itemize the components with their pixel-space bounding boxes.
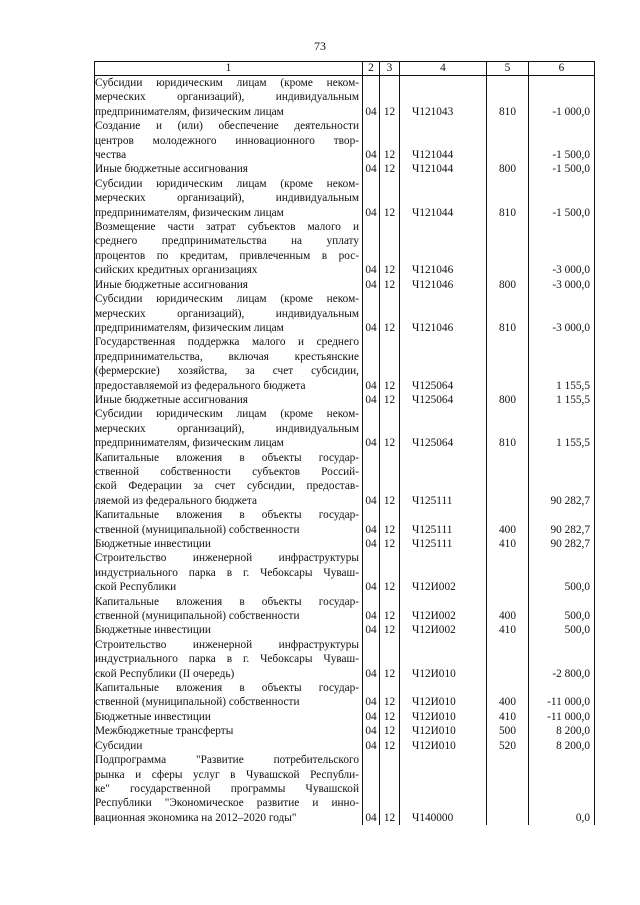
- table-row: [95, 623, 595, 637]
- cell-c6: -1 500,0: [529, 162, 595, 176]
- column-header: 6: [529, 62, 595, 76]
- cell-c4: Ч12И010: [400, 638, 487, 681]
- cell-c4: Ч121046: [400, 278, 487, 292]
- table-row: [95, 393, 595, 407]
- row-name-line: Строительство инженерной инфраструктуры: [95, 638, 359, 651]
- cell-c5: [487, 551, 529, 594]
- row-name-line: Капитальные вложения в объекты государ-: [95, 595, 359, 608]
- column-header: 4: [400, 62, 487, 76]
- table-row: [95, 595, 595, 624]
- row-name-cell: [95, 119, 363, 162]
- row-name-line: Республики "Экономическое развитие и инно-: [95, 797, 359, 810]
- table-row: [95, 739, 595, 753]
- row-name-line: индустриального парка в г. Чебоксары Чуваш-: [95, 566, 359, 579]
- row-name-cell: [95, 638, 363, 681]
- table-row: [95, 537, 595, 551]
- cell-c2: 04: [363, 76, 380, 120]
- row-name-line: предоставляемой из федерального бюджета: [95, 379, 306, 392]
- budget-table: [94, 61, 595, 825]
- row-name-cell: [95, 177, 363, 220]
- cell-c4: Ч12И002: [400, 551, 487, 594]
- cell-c2: 04: [363, 393, 380, 407]
- table-row: [95, 638, 595, 681]
- cell-c5: 800: [487, 393, 529, 407]
- cell-c3: 12: [380, 76, 400, 120]
- row-name-cell: [95, 551, 363, 594]
- cell-c2: 04: [363, 292, 380, 335]
- cell-c6: 500,0: [529, 623, 595, 637]
- cell-c6: 8 200,0: [529, 724, 595, 738]
- cell-c6: 90 282,7: [529, 537, 595, 551]
- cell-c5: [487, 220, 529, 278]
- row-name-cell: [95, 292, 363, 335]
- cell-c6: -3 000,0: [529, 220, 595, 278]
- cell-c6: 1 155,5: [529, 407, 595, 450]
- table-row: [95, 407, 595, 450]
- cell-c4: Ч125064: [400, 393, 487, 407]
- row-name-line: ской Федерации за счет субсидии, предостав-: [95, 480, 359, 493]
- row-name-line: сийских кредитных организациях: [95, 264, 258, 277]
- table-header-row: [95, 62, 595, 76]
- cell-c6: 0,0: [529, 753, 595, 825]
- cell-c3: 12: [380, 278, 400, 292]
- row-name-line: мерческих организаций), индивидуальным: [95, 307, 359, 320]
- table-row: [95, 724, 595, 738]
- table-row: [95, 551, 595, 594]
- table-row: [95, 681, 595, 710]
- row-name-cell: [95, 753, 363, 825]
- row-name-cell: [95, 451, 363, 509]
- row-name-line: ской Республики (II очередь): [95, 667, 235, 680]
- cell-c2: 04: [363, 508, 380, 537]
- row-name-line: Иные бюджетные ассигнования: [95, 278, 248, 291]
- row-name-line: мерческих организаций), индивидуальным: [95, 91, 359, 104]
- row-name-line: рынка и сферы услуг в Чувашской Республи-: [95, 768, 359, 781]
- column-header: 1: [95, 62, 363, 76]
- row-name-line: предпринимательства, включая крестьянские: [95, 350, 359, 363]
- cell-c2: 04: [363, 162, 380, 176]
- row-name-line: предпринимателям, физическим лицам: [95, 206, 284, 219]
- cell-c3: 12: [380, 681, 400, 710]
- row-name-line: среднего предпринимательства на уплату: [95, 235, 359, 248]
- cell-c2: 04: [363, 638, 380, 681]
- cell-c3: 12: [380, 393, 400, 407]
- row-name-cell: [95, 681, 363, 710]
- row-name-cell: [95, 335, 363, 393]
- row-name-line: ственной (муниципальной) собственности: [95, 696, 300, 709]
- row-name-line: Межбюджетные трансферты: [95, 725, 234, 738]
- cell-c6: 8 200,0: [529, 739, 595, 753]
- cell-c4: Ч121043: [400, 76, 487, 120]
- cell-c6: 500,0: [529, 595, 595, 624]
- cell-c2: 04: [363, 278, 380, 292]
- cell-c4: Ч121044: [400, 119, 487, 162]
- cell-c5: 810: [487, 177, 529, 220]
- row-name-line: Бюджетные инвестиции: [95, 624, 211, 637]
- cell-c5: 400: [487, 595, 529, 624]
- row-name-line: (фермерские) хозяйства, за счет субсидии,: [95, 365, 359, 378]
- row-name-cell: [95, 623, 363, 637]
- cell-c3: 12: [380, 595, 400, 624]
- cell-c4: Ч125111: [400, 537, 487, 551]
- cell-c2: 04: [363, 595, 380, 624]
- cell-c2: 04: [363, 724, 380, 738]
- page-number: 73: [314, 39, 326, 53]
- table-row: [95, 177, 595, 220]
- cell-c5: [487, 638, 529, 681]
- cell-c4: Ч125064: [400, 335, 487, 393]
- cell-c6: -11 000,0: [529, 681, 595, 710]
- row-name-line: ственной собственности субъектов Россий-: [95, 465, 359, 478]
- cell-c2: 04: [363, 710, 380, 724]
- cell-c4: Ч125111: [400, 451, 487, 509]
- row-name-line: ке" государственной программы Чувашской: [95, 782, 359, 795]
- row-name-line: Субсидии юридическим лицам (кроме неком-: [95, 177, 359, 190]
- row-name-cell: [95, 393, 363, 407]
- cell-c2: 04: [363, 177, 380, 220]
- row-name-line: Субсидии юридическим лицам (кроме неком-: [95, 293, 359, 306]
- cell-c5: 810: [487, 292, 529, 335]
- cell-c6: -1 000,0: [529, 76, 595, 120]
- cell-c4: Ч121046: [400, 292, 487, 335]
- cell-c2: 04: [363, 451, 380, 509]
- cell-c4: Ч12И002: [400, 623, 487, 637]
- cell-c4: Ч121046: [400, 220, 487, 278]
- row-name-line: Субсидии юридическим лицам (кроме неком-: [95, 408, 359, 421]
- cell-c5: 800: [487, 278, 529, 292]
- cell-c5: 500: [487, 724, 529, 738]
- row-name-cell: [95, 595, 363, 624]
- row-name-line: вационная экономика на 2012–2020 годы": [95, 811, 297, 824]
- cell-c3: 12: [380, 451, 400, 509]
- cell-c3: 12: [380, 292, 400, 335]
- row-name-cell: [95, 710, 363, 724]
- column-header: 3: [380, 62, 400, 76]
- cell-c3: 12: [380, 724, 400, 738]
- row-name-cell: [95, 220, 363, 278]
- cell-c4: Ч12И002: [400, 595, 487, 624]
- cell-c3: 12: [380, 623, 400, 637]
- cell-c5: [487, 753, 529, 825]
- row-name-line: Иные бюджетные ассигнования: [95, 163, 248, 176]
- cell-c2: 04: [363, 551, 380, 594]
- cell-c2: 04: [363, 220, 380, 278]
- row-name-cell: [95, 724, 363, 738]
- cell-c3: 12: [380, 407, 400, 450]
- row-name-cell: [95, 739, 363, 753]
- cell-c2: 04: [363, 739, 380, 753]
- cell-c6: 90 282,7: [529, 451, 595, 509]
- table-row: [95, 76, 595, 120]
- cell-c6: -11 000,0: [529, 710, 595, 724]
- cell-c6: -1 500,0: [529, 119, 595, 162]
- table-row: [95, 292, 595, 335]
- cell-c6: -3 000,0: [529, 292, 595, 335]
- cell-c6: 90 282,7: [529, 508, 595, 537]
- row-name-line: ственной (муниципальной) собственности: [95, 523, 300, 536]
- row-name-cell: [95, 162, 363, 176]
- row-name-cell: [95, 537, 363, 551]
- row-name-cell: [95, 278, 363, 292]
- row-name-line: мерческих организаций), индивидуальным: [95, 422, 359, 435]
- cell-c6: -1 500,0: [529, 177, 595, 220]
- cell-c5: 410: [487, 623, 529, 637]
- cell-c4: Ч125064: [400, 407, 487, 450]
- cell-c4: Ч140000: [400, 753, 487, 825]
- row-name-cell: [95, 407, 363, 450]
- column-header: 5: [487, 62, 529, 76]
- cell-c3: 12: [380, 551, 400, 594]
- table-body: [95, 76, 595, 826]
- row-name-line: Субсидии: [95, 739, 143, 752]
- cell-c3: 12: [380, 508, 400, 537]
- cell-c6: -3 000,0: [529, 278, 595, 292]
- cell-c2: 04: [363, 537, 380, 551]
- cell-c6: 1 155,5: [529, 335, 595, 393]
- cell-c2: 04: [363, 335, 380, 393]
- cell-c3: 12: [380, 220, 400, 278]
- table-row: [95, 451, 595, 509]
- row-name-line: Государственная поддержка малого и среднего: [95, 336, 359, 349]
- cell-c2: 04: [363, 407, 380, 450]
- cell-c5: 410: [487, 537, 529, 551]
- table-row: [95, 753, 595, 825]
- cell-c3: 12: [380, 162, 400, 176]
- cell-c6: -2 800,0: [529, 638, 595, 681]
- row-name-line: Капитальные вложения в объекты государ-: [95, 682, 359, 695]
- row-name-line: Бюджетные инвестиции: [95, 538, 211, 550]
- row-name-line: Возмещение части затрат субъектов малого и: [95, 221, 359, 234]
- row-name-line: центров молодежного инновационного твор-: [95, 134, 359, 147]
- cell-c5: [487, 451, 529, 509]
- cell-c3: 12: [380, 335, 400, 393]
- row-name-line: предпринимателям, физическим лицам: [95, 105, 284, 118]
- row-name-line: процентов по кредитам, привлеченным в рос-: [95, 249, 359, 262]
- row-name-cell: [95, 76, 363, 120]
- cell-c3: 12: [380, 638, 400, 681]
- cell-c3: 12: [380, 177, 400, 220]
- row-name-line: индустриального парка в г. Чебоксары Чуваш-: [95, 653, 359, 666]
- row-name-line: предпринимателям, физическим лицам: [95, 437, 284, 450]
- table-row: [95, 710, 595, 724]
- cell-c5: 400: [487, 508, 529, 537]
- cell-c4: Ч12И010: [400, 681, 487, 710]
- table-row: [95, 220, 595, 278]
- cell-c2: 04: [363, 119, 380, 162]
- row-name-line: предпринимателям, физическим лицам: [95, 321, 284, 334]
- row-name-line: Строительство инженерной инфраструктуры: [95, 552, 359, 565]
- row-name-line: мерческих организаций), индивидуальным: [95, 192, 359, 205]
- cell-c6: 1 155,5: [529, 393, 595, 407]
- cell-c6: 500,0: [529, 551, 595, 594]
- row-name-line: ляемой из федерального бюджета: [95, 494, 257, 507]
- cell-c3: 12: [380, 537, 400, 551]
- table-row: [95, 119, 595, 162]
- cell-c5: 800: [487, 162, 529, 176]
- cell-c5: [487, 335, 529, 393]
- cell-c5: 400: [487, 681, 529, 710]
- cell-c4: Ч121044: [400, 177, 487, 220]
- cell-c3: 12: [380, 710, 400, 724]
- column-header: 2: [363, 62, 380, 76]
- row-name-line: Капитальные вложения в объекты государ-: [95, 509, 359, 522]
- cell-c4: Ч12И010: [400, 710, 487, 724]
- cell-c2: 04: [363, 753, 380, 825]
- cell-c5: 520: [487, 739, 529, 753]
- cell-c3: 12: [380, 739, 400, 753]
- table-row: [95, 335, 595, 393]
- table-row: [95, 162, 595, 176]
- cell-c5: 810: [487, 407, 529, 450]
- cell-c4: Ч12И010: [400, 739, 487, 753]
- cell-c2: 04: [363, 681, 380, 710]
- row-name-cell: [95, 508, 363, 537]
- row-name-line: ской Республики: [95, 581, 177, 594]
- table-row: [95, 508, 595, 537]
- row-name-line: ственной (муниципальной) собственности: [95, 610, 300, 623]
- cell-c4: Ч125111: [400, 508, 487, 537]
- row-name-line: Создание и (или) обеспечение деятельности: [95, 120, 359, 133]
- table-row: [95, 278, 595, 292]
- row-name-line: Подпрограмма "Развитие потребительского: [95, 754, 359, 767]
- cell-c5: 810: [487, 76, 529, 120]
- row-name-line: Капитальные вложения в объекты государ-: [95, 451, 359, 464]
- cell-c5: 410: [487, 710, 529, 724]
- cell-c2: 04: [363, 623, 380, 637]
- cell-c5: [487, 119, 529, 162]
- row-name-line: Иные бюджетные ассигнования: [95, 393, 248, 406]
- row-name-line: Субсидии юридическим лицам (кроме неком-: [95, 77, 359, 89]
- row-name-line: чества: [95, 149, 127, 162]
- cell-c4: Ч12И010: [400, 724, 487, 738]
- cell-c3: 12: [380, 119, 400, 162]
- cell-c3: 12: [380, 753, 400, 825]
- cell-c4: Ч121044: [400, 162, 487, 176]
- row-name-line: Бюджетные инвестиции: [95, 710, 211, 723]
